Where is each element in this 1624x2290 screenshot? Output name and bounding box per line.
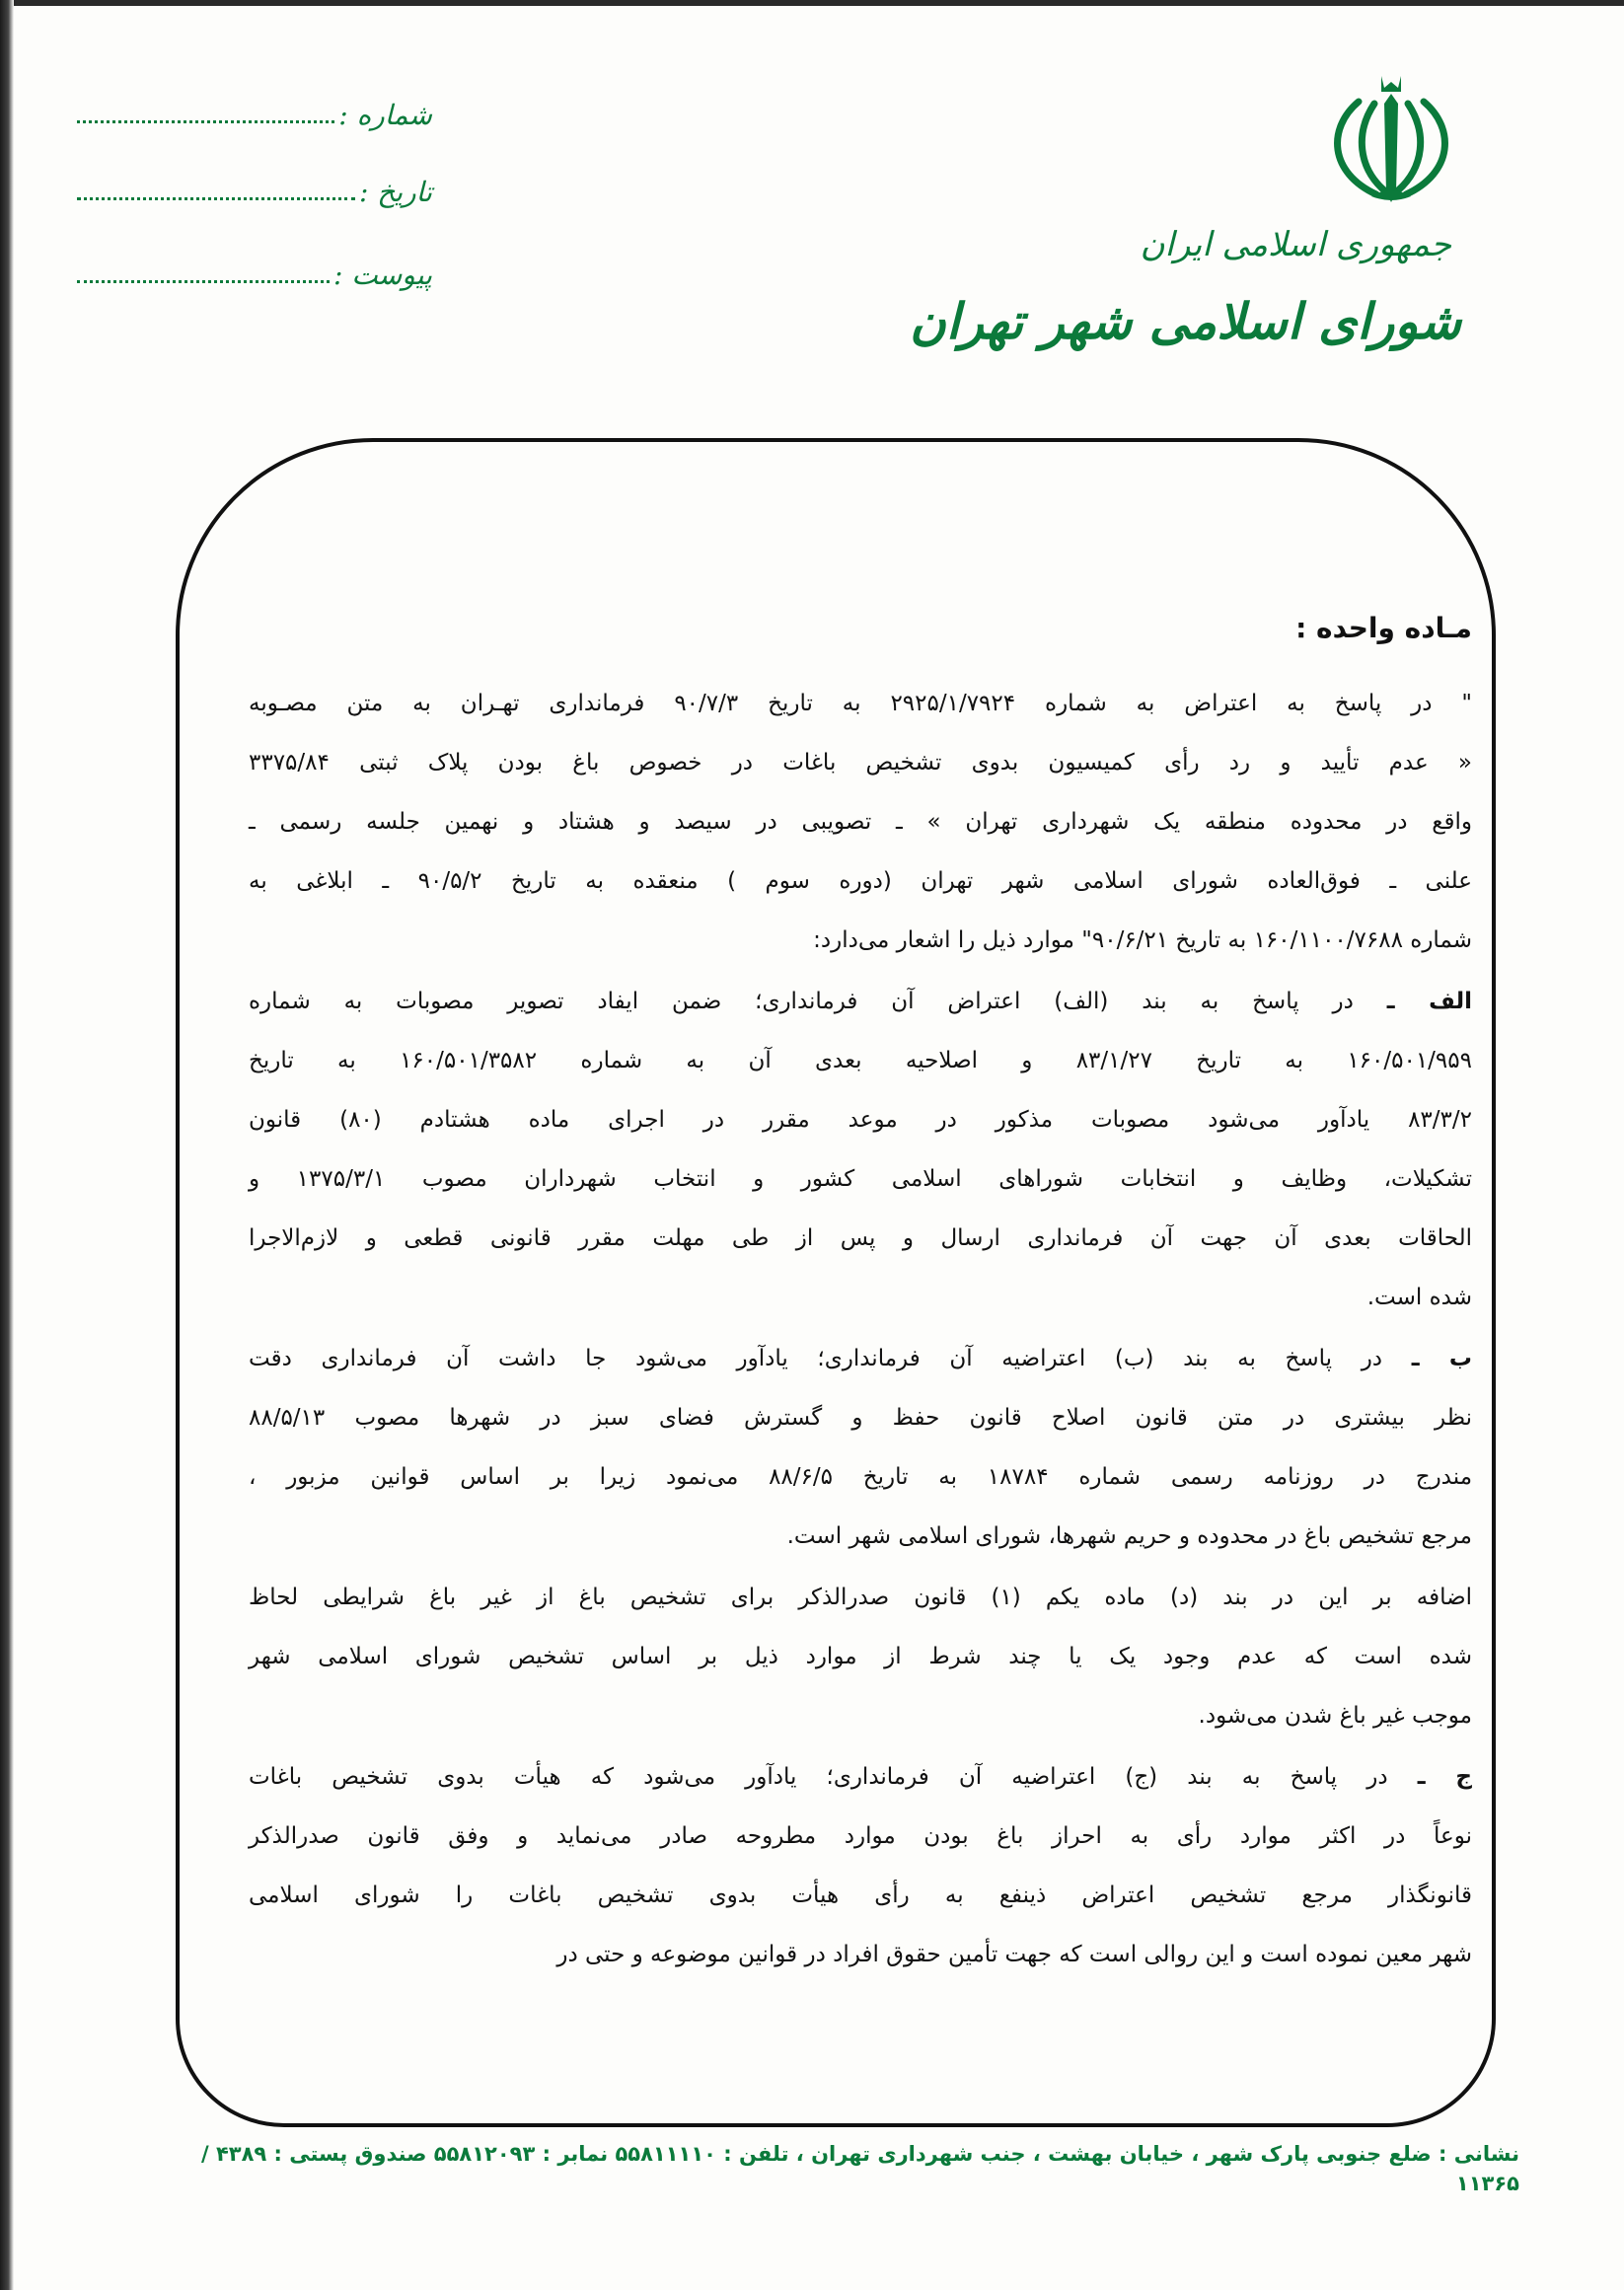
- line-text: تشکیلات، وظایف و انتخابات شوراهای اسلامی کشور و انتخاب شهرداران مصوب ۱۳۷۵/۳/۱ و: [249, 1166, 1472, 1192]
- scan-edge-left: [0, 0, 14, 2290]
- line-text: در پاسخ به بند (الف) اعتراض آن فرمانداری؛ ضمن ایفاد تصویر مصوبات به شماره: [249, 989, 1354, 1014]
- document-body: [249, 612, 1472, 1986]
- text-line: [249, 792, 1472, 851]
- dotted-line: [77, 280, 330, 283]
- text-line: [249, 1925, 1472, 1984]
- line-text: شده است که عدم وجود یک یا چند شرط از موارد ذیل بر اساس تشخیص شورای اسلامی شهر: [249, 1644, 1472, 1669]
- text-line: [249, 1209, 1472, 1268]
- line-text: مندرج در روزنامه رسمی شماره ۱۸۷۸۴ به تاریخ ۸۸/۶/۵ می‌نمود زیرا بر اساس قوانین مزبور ،: [249, 1464, 1473, 1490]
- text-line: [249, 1568, 1472, 1627]
- line-text: شده است.: [1366, 1285, 1472, 1310]
- text-line: [249, 972, 1472, 1031]
- iran-emblem-icon: [1317, 74, 1465, 207]
- line-text: ۱۶۰/۵۰۱/۹۵۹ به تاریخ ۸۳/۱/۲۷ و اصلاحیه بعدی آن به شماره ۱۶۰/۵۰۱/۳۵۸۲ به تاریخ: [249, 1048, 1472, 1073]
- letter-number-field: [77, 99, 432, 131]
- paragraph: [249, 1747, 1472, 1984]
- line-text: اضافه بر این در بند (د) ماده یکم (۱) قانون صدرالذکر برای تشخیص باغ از غیر باغ شرایطی لحاظ: [249, 1585, 1472, 1610]
- text-line: [249, 1807, 1472, 1866]
- text-line: [249, 1447, 1472, 1507]
- text-line: [249, 1031, 1472, 1090]
- organization-name: شورای اسلامی شهر تهران: [910, 292, 1461, 350]
- line-text: در پاسخ به بند (ج) اعتراضیه آن فرمانداری؛ یادآور می‌شود که هیأت بدوی تشخیص باغات: [249, 1764, 1388, 1790]
- text-line: [249, 911, 1472, 970]
- section-heading: مـاده واحده :: [1295, 612, 1472, 644]
- line-text: ۸۳/۳/۲ یادآور می‌شود مصوبات مذکور در موعد مقرر در اجرای ماده هشتادم (۸۰) قانون: [249, 1107, 1472, 1133]
- text-line: [249, 851, 1472, 911]
- line-text: الحاقات بعدی آن جهت آن فرمانداری ارسال و پس از طی مهلت مقرر قانونی قطعی و لازم‌الاجرا: [249, 1225, 1472, 1251]
- paragraph: [249, 1329, 1472, 1566]
- line-text: علنی ـ فوق‌العاده شورای اسلامی شهر تهران (دوره سوم ) منعقده به تاریخ ۹۰/۵/۲ ـ ابلاغی به: [249, 868, 1472, 894]
- line-text: در پاسخ به بند (ب) اعتراضیه آن فرمانداری؛ یادآور می‌شود جا داشت آن فرمانداری دقت: [249, 1346, 1383, 1371]
- footer-address: نشانی : ضلع جنوبی پارک شهر ، خیابان بهشت ، جنب شهرداری تهران ، تلفن : ۵۵۸۱۱۱۱۰ نمابر : ۵۵۸۱۲۰۹۳ صندوق پستی : ۴۳۸۹ / ۱۱۳۶۵: [200, 2142, 1519, 2195]
- dotted-line: [77, 120, 334, 123]
- line-text: شماره ۱۶۰/۱۱۰۰/۷۶۸۸ به تاریخ ۹۰/۶/۲۱" موارد ذیل را اشعار می‌دارد:: [813, 927, 1472, 953]
- paragraph: [249, 972, 1472, 1327]
- line-text: نوعاً در اکثر موارد رأی به احراز باغ بودن موارد مطروحه صادر می‌نماید و وفق قانون صدرالذکر: [249, 1823, 1472, 1849]
- line-text: قانونگذار مرجع تشخیص اعتراض ذینفع به رأی هیأت بدوی تشخیص باغات را شورای اسلامی: [249, 1883, 1472, 1908]
- text-line: [249, 733, 1472, 792]
- text-line: [249, 1507, 1472, 1566]
- country-name: جمهوری اسلامی ایران: [1140, 225, 1451, 264]
- text-line: [249, 1388, 1472, 1447]
- letter-date-label: تاریخ :: [358, 176, 432, 208]
- paragraph: [249, 1568, 1472, 1745]
- dotted-line: [77, 197, 355, 200]
- line-text: مرجع تشخیص باغ در محدوده و حریم شهرها، شورای اسلامی شهر است.: [786, 1523, 1472, 1549]
- clause-label: ب ـ: [1411, 1346, 1472, 1371]
- line-text: واقع در محدوده منطقه یک شهرداری تهران » ـ تصویبی در سیصد و هشتاد و نهمین جلسه رسمی ـ: [249, 809, 1472, 835]
- text-line: [249, 1268, 1472, 1327]
- line-text: شهر معین نموده است و این روالی است که جهت تأمین حقوق افراد در قوانین موضوعه و حتی در: [556, 1942, 1472, 1967]
- text-line: [249, 674, 1472, 733]
- letter-number-label: شماره :: [338, 99, 432, 131]
- letter-date-field: [77, 176, 432, 208]
- attachment-field: [77, 259, 432, 291]
- text-line: [249, 1627, 1472, 1686]
- text-line: [249, 1149, 1472, 1209]
- text-line: [249, 1686, 1472, 1745]
- line-text: « عدم تأیید و رد رأی کمیسیون بدوی تشخیص باغات در خصوص باغ بودن پلاک ثبتی ۳۳۷۵/۸۴: [249, 750, 1472, 776]
- clause-label: ج ـ: [1417, 1764, 1473, 1790]
- line-text: " در پاسخ به اعتراض به شماره ۲۹۲۵/۱/۷۹۲۴ به تاریخ ۹۰/۷/۳ فرمانداری تهـران به متن مصـوبه: [249, 691, 1473, 716]
- text-line: [249, 1747, 1472, 1807]
- text-line: [249, 1329, 1472, 1388]
- line-text: موجب غیر باغ شدن می‌شود.: [1198, 1703, 1472, 1729]
- text-line: [249, 1866, 1472, 1925]
- paragraph: [249, 674, 1472, 970]
- attachment-label: پیوست :: [333, 259, 432, 291]
- clause-label: الف ـ: [1386, 989, 1473, 1014]
- scan-edge-top: [0, 0, 1624, 6]
- text-line: [249, 1090, 1472, 1149]
- line-text: نظر بیشتری در متن قانون اصلاح قانون حفظ و گسترش فضای سبز در شهرها مصوب ۸۸/۵/۱۳: [249, 1405, 1472, 1431]
